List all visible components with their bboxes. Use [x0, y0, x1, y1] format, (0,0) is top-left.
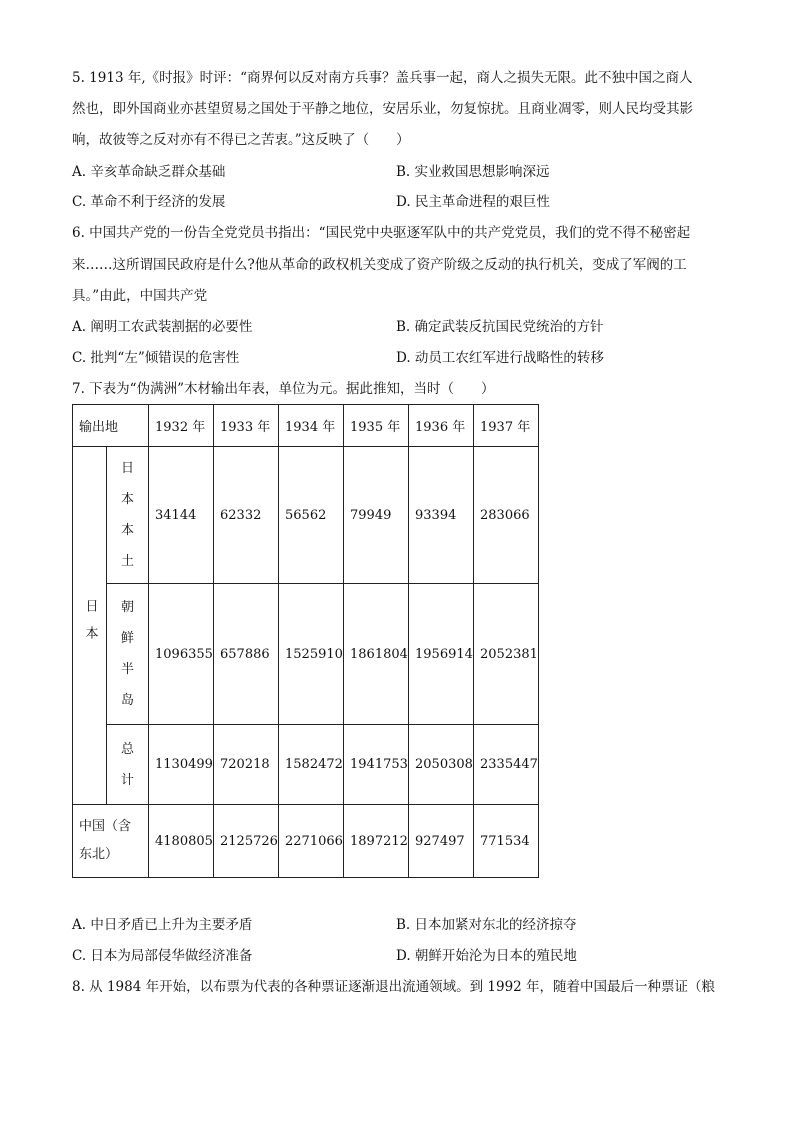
q5-option-b[interactable]: B. 实业救国思想影响深远 [396, 164, 550, 180]
table-cell: 1096355 [149, 584, 214, 725]
corner-header: 输出地 [73, 405, 149, 447]
table-cell: 2050308 [409, 725, 474, 805]
table-header-row [73, 405, 539, 447]
table-row [73, 725, 539, 805]
q5-stem-line-1: 5. 1913 年,《时报》时评：“商界何以反对南方兵事？盖兵事一起，商人之损失无限。此不独中国之商人 [72, 70, 693, 86]
table-row [73, 805, 539, 878]
table-cell: 1861804 [344, 584, 409, 725]
table-cell: 2335447 [474, 725, 539, 805]
table-cell: 2271066 [279, 805, 344, 878]
q7-stem: 7. 下表为“伪满洲”木材输出年表，单位为元。据此推知，当时（ ） [72, 381, 495, 397]
table-cell: 93394 [409, 447, 474, 584]
q6-option-d[interactable]: D. 动员工农红军进行战略性的转移 [396, 350, 604, 366]
table-cell: 927497 [409, 805, 474, 878]
table-cell: 1956914 [409, 584, 474, 725]
table-cell: 720218 [214, 725, 279, 805]
row-label: 总 计 [107, 725, 149, 805]
q6-stem-line-2: 来……这所谓国民政府是什么?他从革命的政权机关变成了资产阶级之反动的执行机关，变成了军阀的工 [72, 257, 687, 273]
q7-option-b[interactable]: B. 日本加紧对东北的经济掠夺 [396, 917, 577, 933]
q5-stem-line-3: 响，故彼等之反对亦有不得已之苦衷。”这反映了（ ） [72, 132, 410, 148]
table-cell: 62332 [214, 447, 279, 584]
q6-option-b[interactable]: B. 确定武装反抗国民党统治的方针 [396, 319, 604, 335]
year-header: 1932 年 [149, 405, 214, 447]
q5-option-c[interactable]: C. 革命不利于经济的发展 [72, 194, 226, 210]
table-cell: 2052381 [474, 584, 539, 725]
row-label: 日 本 本 土 [107, 447, 149, 584]
table-cell: 657886 [214, 584, 279, 725]
year-header: 1937 年 [474, 405, 539, 447]
table-cell: 4180805 [149, 805, 214, 878]
year-header: 1935 年 [344, 405, 409, 447]
q8-stem-line-1: 8. 从 1984 年开始，以布票为代表的各种票证逐渐退出流通领域。到 1992 年，随着中国最后一种票证（粮 [72, 979, 716, 995]
table-cell: 2125726 [214, 805, 279, 878]
group-label-japan: 日本 [73, 447, 107, 805]
table-cell: 1582472 [279, 725, 344, 805]
table-cell: 771534 [474, 805, 539, 878]
q6-stem-line-3: 具。”由此，中国共产党 [72, 288, 208, 304]
q6-option-c[interactable]: C. 批判“左”倾错误的危害性 [72, 350, 240, 366]
table-row [73, 584, 539, 725]
table-cell: 56562 [279, 447, 344, 584]
table-cell: 1941753 [344, 725, 409, 805]
table-cell: 1130499 [149, 725, 214, 805]
year-header: 1934 年 [279, 405, 344, 447]
timber-export-table [72, 404, 539, 878]
table-cell: 1897212 [344, 805, 409, 878]
row-label: 朝 鲜 半 岛 [107, 584, 149, 725]
table-cell: 283066 [474, 447, 539, 584]
q5-option-a[interactable]: A. 辛亥革命缺乏群众基础 [72, 164, 226, 180]
q7-option-a[interactable]: A. 中日矛盾已上升为主要矛盾 [72, 917, 253, 933]
table-cell: 79949 [344, 447, 409, 584]
year-header: 1933 年 [214, 405, 279, 447]
table-cell: 34144 [149, 447, 214, 584]
q5-option-d[interactable]: D. 民主革命进程的艰巨性 [396, 194, 550, 210]
q7-option-d[interactable]: D. 朝鲜开始沦为日本的殖民地 [396, 948, 577, 964]
q6-option-a[interactable]: A. 阐明工农武装割据的必要性 [72, 319, 253, 335]
table-row [73, 447, 539, 584]
q6-stem-line-1: 6. 中国共产党的一份告全党党员书指出：“国民党中央驱逐军队中的共产党党员，我们的党不得不秘密起 [72, 225, 691, 241]
q5-stem-line-2: 然也，即外国商业亦甚望贸易之国处于平静之地位，安居乐业，勿复惊扰。且商业凋零，则人民均受其影 [72, 101, 693, 117]
year-header: 1936 年 [409, 405, 474, 447]
q7-option-c[interactable]: C. 日本为局部侵华做经济准备 [72, 948, 253, 964]
table-cell: 1525910 [279, 584, 344, 725]
row-label-china: 中国（含 东北） [73, 805, 149, 878]
